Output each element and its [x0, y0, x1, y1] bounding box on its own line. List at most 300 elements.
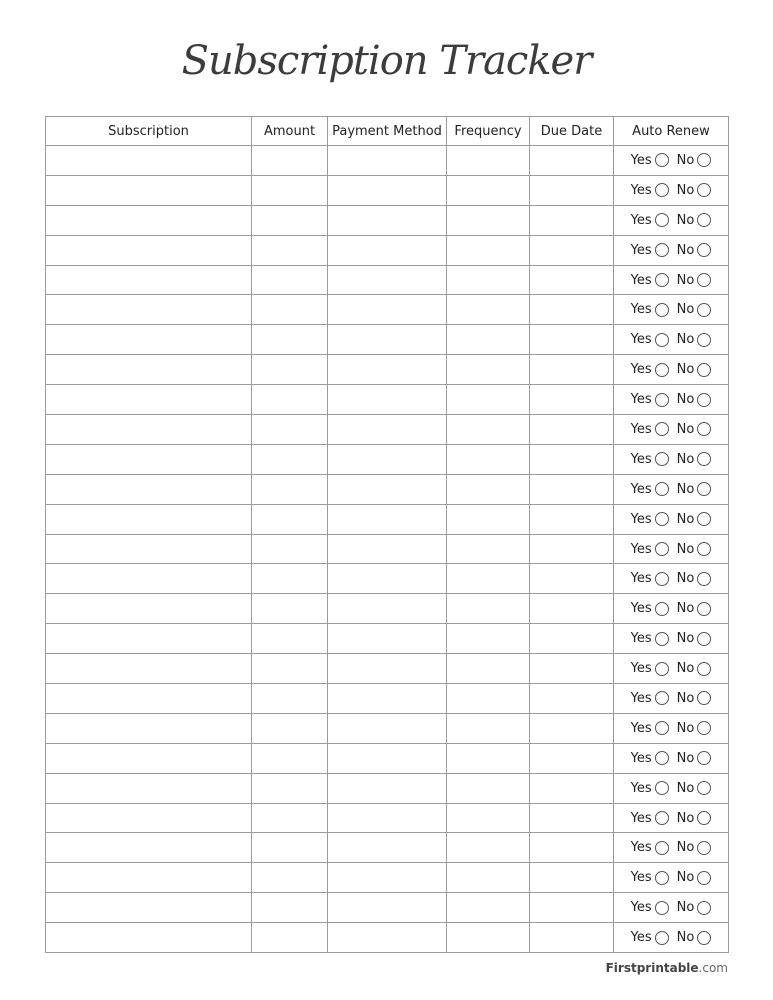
- amount-cell[interactable]: [252, 893, 328, 923]
- no-radio-circle-icon[interactable]: [697, 482, 711, 496]
- yes-radio-circle-icon[interactable]: [655, 781, 669, 795]
- auto-renew-no-option[interactable]: [677, 512, 712, 527]
- no-label: No: [676, 900, 695, 916]
- frequency-cell[interactable]: [447, 684, 530, 714]
- auto-renew-yes-option[interactable]: [631, 213, 669, 228]
- due-date-cell[interactable]: [530, 295, 614, 325]
- frequency-cell[interactable]: [447, 773, 530, 803]
- no-radio-circle-icon[interactable]: [697, 393, 711, 407]
- yes-label: Yes: [630, 302, 652, 318]
- auto-renew-no-option[interactable]: [677, 542, 712, 557]
- subscription-cell[interactable]: [46, 325, 252, 355]
- amount-cell[interactable]: [252, 534, 328, 564]
- no-radio-circle-icon[interactable]: [697, 871, 711, 885]
- subscription-cell[interactable]: [46, 743, 252, 773]
- table-body: [46, 146, 729, 953]
- due-date-cell[interactable]: [530, 175, 614, 205]
- no-label: No: [676, 840, 695, 856]
- auto-renew-yes-option[interactable]: [631, 900, 669, 915]
- due-date-cell[interactable]: [530, 265, 614, 295]
- no-radio-circle-icon[interactable]: [697, 243, 711, 257]
- payment-method-cell[interactable]: [328, 295, 447, 325]
- auto-renew-yes-option[interactable]: [631, 362, 669, 377]
- no-radio-circle-icon[interactable]: [697, 273, 711, 287]
- payment-method-cell[interactable]: [328, 504, 447, 534]
- due-date-cell[interactable]: [530, 146, 614, 176]
- subscription-cell[interactable]: [46, 415, 252, 445]
- column-header-auto-renew: Auto Renew: [614, 117, 729, 146]
- auto-renew-cell: [614, 295, 729, 325]
- amount-cell[interactable]: [252, 713, 328, 743]
- auto-renew-no-option[interactable]: [677, 601, 712, 616]
- auto-renew-yes-option[interactable]: [631, 631, 669, 646]
- no-radio-circle-icon[interactable]: [697, 422, 711, 436]
- no-radio-circle-icon[interactable]: [697, 811, 711, 825]
- yes-label: Yes: [630, 720, 652, 736]
- no-label: No: [676, 302, 695, 318]
- yes-radio-circle-icon[interactable]: [655, 512, 669, 526]
- yes-radio-circle-icon[interactable]: [655, 273, 669, 287]
- no-label: No: [676, 930, 695, 946]
- yes-label: Yes: [630, 750, 652, 766]
- no-radio-circle-icon[interactable]: [697, 512, 711, 526]
- frequency-cell[interactable]: [447, 235, 530, 265]
- frequency-cell[interactable]: [447, 325, 530, 355]
- no-radio-circle-icon[interactable]: [697, 602, 711, 616]
- due-date-cell[interactable]: [530, 205, 614, 235]
- no-radio-circle-icon[interactable]: [697, 632, 711, 646]
- auto-renew-no-option[interactable]: [677, 691, 712, 706]
- subscription-cell[interactable]: [46, 833, 252, 863]
- no-radio-circle-icon[interactable]: [697, 303, 711, 317]
- frequency-cell[interactable]: [447, 355, 530, 385]
- no-label: No: [676, 541, 695, 557]
- due-date-cell[interactable]: [530, 654, 614, 684]
- frequency-cell[interactable]: [447, 295, 530, 325]
- auto-renew-yes-option[interactable]: [631, 661, 669, 676]
- subscription-cell[interactable]: [46, 654, 252, 684]
- due-date-cell[interactable]: [530, 773, 614, 803]
- auto-renew-yes-option[interactable]: [631, 721, 669, 736]
- subscription-cell[interactable]: [46, 355, 252, 385]
- amount-cell[interactable]: [252, 863, 328, 893]
- yes-radio-circle-icon[interactable]: [655, 901, 669, 915]
- yes-radio-circle-icon[interactable]: [655, 602, 669, 616]
- frequency-cell[interactable]: [447, 654, 530, 684]
- table-row: [46, 624, 729, 654]
- no-label: No: [676, 571, 695, 587]
- subscription-cell[interactable]: [46, 504, 252, 534]
- due-date-cell[interactable]: [530, 684, 614, 714]
- due-date-cell[interactable]: [530, 594, 614, 624]
- auto-renew-yes-option[interactable]: [631, 512, 669, 527]
- frequency-cell[interactable]: [447, 205, 530, 235]
- frequency-cell[interactable]: [447, 624, 530, 654]
- yes-label: Yes: [630, 212, 652, 228]
- table-row: [46, 594, 729, 624]
- auto-renew-cell: [614, 325, 729, 355]
- subscription-cell[interactable]: [46, 684, 252, 714]
- no-radio-circle-icon[interactable]: [697, 153, 711, 167]
- no-radio-circle-icon[interactable]: [697, 691, 711, 705]
- frequency-cell[interactable]: [447, 385, 530, 415]
- due-date-cell[interactable]: [530, 474, 614, 504]
- amount-cell[interactable]: [252, 684, 328, 714]
- table-row: [46, 893, 729, 923]
- amount-cell[interactable]: [252, 295, 328, 325]
- subscription-cell[interactable]: [46, 265, 252, 295]
- auto-renew-yes-option[interactable]: [631, 571, 669, 586]
- subscription-cell[interactable]: [46, 713, 252, 743]
- amount-cell[interactable]: [252, 564, 328, 594]
- auto-renew-cell: [614, 444, 729, 474]
- amount-cell[interactable]: [252, 594, 328, 624]
- frequency-cell[interactable]: [447, 923, 530, 953]
- due-date-cell[interactable]: [530, 833, 614, 863]
- amount-cell[interactable]: [252, 175, 328, 205]
- auto-renew-yes-option[interactable]: [631, 930, 669, 945]
- auto-renew-no-option[interactable]: [677, 243, 712, 258]
- yes-radio-circle-icon[interactable]: [655, 243, 669, 257]
- due-date-cell[interactable]: [530, 325, 614, 355]
- payment-method-cell[interactable]: [328, 265, 447, 295]
- due-date-cell[interactable]: [530, 534, 614, 564]
- frequency-cell[interactable]: [447, 564, 530, 594]
- auto-renew-yes-option[interactable]: [631, 332, 669, 347]
- auto-renew-cell: [614, 743, 729, 773]
- auto-renew-no-option[interactable]: [677, 840, 712, 855]
- no-radio-circle-icon[interactable]: [697, 213, 711, 227]
- auto-renew-no-option[interactable]: [677, 183, 712, 198]
- yes-radio-circle-icon[interactable]: [655, 662, 669, 676]
- auto-renew-no-option[interactable]: [677, 781, 712, 796]
- subscription-cell[interactable]: [46, 385, 252, 415]
- subscription-cell[interactable]: [46, 803, 252, 833]
- yes-radio-circle-icon[interactable]: [655, 721, 669, 735]
- yes-radio-circle-icon[interactable]: [655, 452, 669, 466]
- auto-renew-yes-option[interactable]: [631, 452, 669, 467]
- auto-renew-yes-option[interactable]: [631, 751, 669, 766]
- yes-radio-circle-icon[interactable]: [655, 153, 669, 167]
- payment-method-cell[interactable]: [328, 355, 447, 385]
- due-date-cell[interactable]: [530, 444, 614, 474]
- subscription-cell[interactable]: [46, 534, 252, 564]
- no-label: No: [676, 362, 695, 378]
- frequency-cell[interactable]: [447, 504, 530, 534]
- yes-label: Yes: [630, 481, 652, 497]
- auto-renew-yes-option[interactable]: [631, 781, 669, 796]
- no-radio-circle-icon[interactable]: [697, 841, 711, 855]
- column-header-amount: Amount: [252, 117, 328, 146]
- no-label: No: [676, 212, 695, 228]
- no-radio-circle-icon[interactable]: [697, 721, 711, 735]
- table-row: [46, 504, 729, 534]
- amount-cell[interactable]: [252, 205, 328, 235]
- payment-method-cell[interactable]: [328, 743, 447, 773]
- column-header-subscription: Subscription: [46, 117, 252, 146]
- table-row: [46, 654, 729, 684]
- auto-renew-no-option[interactable]: [677, 213, 712, 228]
- yes-radio-circle-icon[interactable]: [655, 303, 669, 317]
- no-label: No: [676, 481, 695, 497]
- auto-renew-no-option[interactable]: [677, 332, 712, 347]
- yes-radio-circle-icon[interactable]: [655, 931, 669, 945]
- auto-renew-no-option[interactable]: [677, 811, 712, 826]
- yes-radio-circle-icon[interactable]: [655, 632, 669, 646]
- table-row: [46, 205, 729, 235]
- auto-renew-cell: [614, 833, 729, 863]
- yes-radio-circle-icon[interactable]: [655, 393, 669, 407]
- subscription-cell[interactable]: [46, 175, 252, 205]
- no-radio-circle-icon[interactable]: [697, 333, 711, 347]
- payment-method-cell[interactable]: [328, 833, 447, 863]
- auto-renew-yes-option[interactable]: [631, 273, 669, 288]
- subscription-cell[interactable]: [46, 295, 252, 325]
- payment-method-cell[interactable]: [328, 803, 447, 833]
- auto-renew-no-option[interactable]: [677, 273, 712, 288]
- due-date-cell[interactable]: [530, 385, 614, 415]
- yes-radio-circle-icon[interactable]: [655, 751, 669, 765]
- payment-method-cell[interactable]: [328, 415, 447, 445]
- subscription-cell[interactable]: [46, 564, 252, 594]
- no-label: No: [676, 182, 695, 198]
- frequency-cell[interactable]: [447, 743, 530, 773]
- amount-cell[interactable]: [252, 415, 328, 445]
- yes-radio-circle-icon[interactable]: [655, 811, 669, 825]
- no-radio-circle-icon[interactable]: [697, 452, 711, 466]
- payment-method-cell[interactable]: [328, 923, 447, 953]
- amount-cell[interactable]: [252, 504, 328, 534]
- auto-renew-yes-option[interactable]: [631, 542, 669, 557]
- due-date-cell[interactable]: [530, 863, 614, 893]
- amount-cell[interactable]: [252, 624, 328, 654]
- due-date-cell[interactable]: [530, 713, 614, 743]
- subscription-cell[interactable]: [46, 474, 252, 504]
- due-date-cell[interactable]: [530, 803, 614, 833]
- payment-method-cell[interactable]: [328, 654, 447, 684]
- subscription-cell[interactable]: [46, 235, 252, 265]
- no-radio-circle-icon[interactable]: [697, 363, 711, 377]
- amount-cell[interactable]: [252, 743, 328, 773]
- table-row: [46, 564, 729, 594]
- payment-method-cell[interactable]: [328, 474, 447, 504]
- subscription-cell[interactable]: [46, 923, 252, 953]
- amount-cell[interactable]: [252, 474, 328, 504]
- auto-renew-cell: [614, 175, 729, 205]
- amount-cell[interactable]: [252, 444, 328, 474]
- auto-renew-yes-option[interactable]: [631, 183, 669, 198]
- no-label: No: [676, 750, 695, 766]
- yes-label: Yes: [630, 870, 652, 886]
- amount-cell[interactable]: [252, 325, 328, 355]
- subscription-cell[interactable]: [46, 146, 252, 176]
- payment-method-cell[interactable]: [328, 325, 447, 355]
- table-row: [46, 355, 729, 385]
- amount-cell[interactable]: [252, 235, 328, 265]
- frequency-cell[interactable]: [447, 803, 530, 833]
- subscription-cell[interactable]: [46, 444, 252, 474]
- payment-method-cell[interactable]: [328, 863, 447, 893]
- frequency-cell[interactable]: [447, 893, 530, 923]
- auto-renew-no-option[interactable]: [677, 392, 712, 407]
- table-row: [46, 325, 729, 355]
- auto-renew-yes-option[interactable]: [631, 243, 669, 258]
- auto-renew-no-option[interactable]: [677, 302, 712, 317]
- amount-cell[interactable]: [252, 146, 328, 176]
- no-radio-circle-icon[interactable]: [697, 662, 711, 676]
- auto-renew-cell: [614, 474, 729, 504]
- payment-method-cell[interactable]: [328, 624, 447, 654]
- payment-method-cell[interactable]: [328, 444, 447, 474]
- auto-renew-yes-option[interactable]: [631, 691, 669, 706]
- no-radio-circle-icon[interactable]: [697, 931, 711, 945]
- frequency-cell[interactable]: [447, 175, 530, 205]
- auto-renew-yes-option[interactable]: [631, 302, 669, 317]
- yes-radio-circle-icon[interactable]: [655, 213, 669, 227]
- auto-renew-no-option[interactable]: [677, 930, 712, 945]
- auto-renew-cell: [614, 594, 729, 624]
- auto-renew-yes-option[interactable]: [631, 870, 669, 885]
- auto-renew-no-option[interactable]: [677, 571, 712, 586]
- due-date-cell[interactable]: [530, 355, 614, 385]
- footer-brand: [606, 961, 728, 975]
- payment-method-cell[interactable]: [328, 713, 447, 743]
- auto-renew-no-option[interactable]: [677, 870, 712, 885]
- yes-radio-circle-icon[interactable]: [655, 542, 669, 556]
- auto-renew-cell: [614, 564, 729, 594]
- frequency-cell[interactable]: [447, 594, 530, 624]
- amount-cell[interactable]: [252, 654, 328, 684]
- auto-renew-no-option[interactable]: [677, 751, 712, 766]
- frequency-cell[interactable]: [447, 534, 530, 564]
- auto-renew-yes-option[interactable]: [631, 422, 669, 437]
- payment-method-cell[interactable]: [328, 534, 447, 564]
- subscription-cell[interactable]: [46, 893, 252, 923]
- no-radio-circle-icon[interactable]: [697, 542, 711, 556]
- payment-method-cell[interactable]: [328, 175, 447, 205]
- yes-label: Yes: [630, 182, 652, 198]
- due-date-cell[interactable]: [530, 743, 614, 773]
- no-radio-circle-icon[interactable]: [697, 751, 711, 765]
- no-radio-circle-icon[interactable]: [697, 183, 711, 197]
- due-date-cell[interactable]: [530, 415, 614, 445]
- page-title: Subscription Tracker: [181, 38, 592, 84]
- auto-renew-no-option[interactable]: [677, 721, 712, 736]
- payment-method-cell[interactable]: [328, 893, 447, 923]
- no-radio-circle-icon[interactable]: [697, 901, 711, 915]
- subscription-table: [45, 116, 729, 953]
- frequency-cell[interactable]: [447, 474, 530, 504]
- frequency-cell[interactable]: [447, 265, 530, 295]
- no-label: No: [676, 870, 695, 886]
- auto-renew-no-option[interactable]: [677, 153, 712, 168]
- auto-renew-no-option[interactable]: [677, 900, 712, 915]
- due-date-cell[interactable]: [530, 235, 614, 265]
- no-label: No: [676, 720, 695, 736]
- table-row: [46, 684, 729, 714]
- no-radio-circle-icon[interactable]: [697, 781, 711, 795]
- table-row: [46, 444, 729, 474]
- frequency-cell[interactable]: [447, 713, 530, 743]
- yes-radio-circle-icon[interactable]: [655, 363, 669, 377]
- frequency-cell[interactable]: [447, 146, 530, 176]
- payment-method-cell[interactable]: [328, 594, 447, 624]
- yes-radio-circle-icon[interactable]: [655, 422, 669, 436]
- yes-label: Yes: [630, 661, 652, 677]
- yes-radio-circle-icon[interactable]: [655, 572, 669, 586]
- payment-method-cell[interactable]: [328, 385, 447, 415]
- due-date-cell[interactable]: [530, 923, 614, 953]
- auto-renew-no-option[interactable]: [677, 661, 712, 676]
- subscription-cell[interactable]: [46, 594, 252, 624]
- frequency-cell[interactable]: [447, 444, 530, 474]
- subscription-cell[interactable]: [46, 863, 252, 893]
- yes-radio-circle-icon[interactable]: [655, 841, 669, 855]
- subscription-cell[interactable]: [46, 773, 252, 803]
- auto-renew-yes-option[interactable]: [631, 840, 669, 855]
- yes-radio-circle-icon[interactable]: [655, 691, 669, 705]
- payment-method-cell[interactable]: [328, 235, 447, 265]
- payment-method-cell[interactable]: [328, 684, 447, 714]
- auto-renew-no-option[interactable]: [677, 482, 712, 497]
- payment-method-cell[interactable]: [328, 205, 447, 235]
- auto-renew-yes-option[interactable]: [631, 153, 669, 168]
- auto-renew-no-option[interactable]: [677, 362, 712, 377]
- amount-cell[interactable]: [252, 923, 328, 953]
- yes-label: Yes: [630, 272, 652, 288]
- auto-renew-cell: [614, 385, 729, 415]
- frequency-cell[interactable]: [447, 863, 530, 893]
- subscription-cell[interactable]: [46, 205, 252, 235]
- amount-cell[interactable]: [252, 833, 328, 863]
- amount-cell[interactable]: [252, 355, 328, 385]
- due-date-cell[interactable]: [530, 893, 614, 923]
- due-date-cell[interactable]: [530, 504, 614, 534]
- frequency-cell[interactable]: [447, 415, 530, 445]
- payment-method-cell[interactable]: [328, 564, 447, 594]
- auto-renew-yes-option[interactable]: [631, 482, 669, 497]
- amount-cell[interactable]: [252, 803, 328, 833]
- auto-renew-yes-option[interactable]: [631, 601, 669, 616]
- table-row: [46, 295, 729, 325]
- auto-renew-no-option[interactable]: [677, 422, 712, 437]
- payment-method-cell[interactable]: [328, 146, 447, 176]
- auto-renew-yes-option[interactable]: [631, 811, 669, 826]
- footer-brand-tld: .com: [698, 961, 728, 975]
- yes-radio-circle-icon[interactable]: [655, 482, 669, 496]
- yes-radio-circle-icon[interactable]: [655, 183, 669, 197]
- amount-cell[interactable]: [252, 773, 328, 803]
- table-row: [46, 415, 729, 445]
- due-date-cell[interactable]: [530, 564, 614, 594]
- subscription-cell[interactable]: [46, 624, 252, 654]
- amount-cell[interactable]: [252, 265, 328, 295]
- no-radio-circle-icon[interactable]: [697, 572, 711, 586]
- amount-cell[interactable]: [252, 385, 328, 415]
- auto-renew-no-option[interactable]: [677, 631, 712, 646]
- auto-renew-no-option[interactable]: [677, 452, 712, 467]
- auto-renew-cell: [614, 863, 729, 893]
- yes-label: Yes: [630, 511, 652, 527]
- frequency-cell[interactable]: [447, 833, 530, 863]
- yes-radio-circle-icon[interactable]: [655, 871, 669, 885]
- auto-renew-cell: [614, 146, 729, 176]
- yes-radio-circle-icon[interactable]: [655, 333, 669, 347]
- table-row: [46, 743, 729, 773]
- auto-renew-yes-option[interactable]: [631, 392, 669, 407]
- due-date-cell[interactable]: [530, 624, 614, 654]
- payment-method-cell[interactable]: [328, 773, 447, 803]
